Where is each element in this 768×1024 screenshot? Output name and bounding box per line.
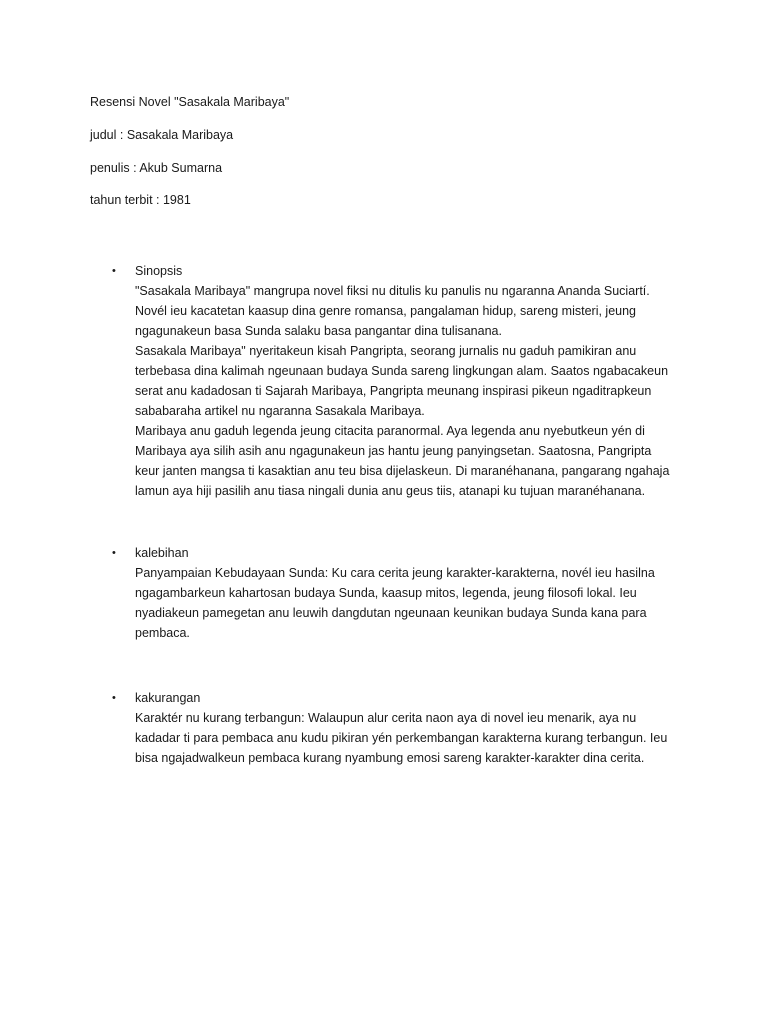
paragraph-line: kadadar ti para pembaca anu kudu pikiran yén perkembangan karakterna kurang terbangun. Ieu <box>135 731 668 745</box>
section-body <box>135 688 672 768</box>
bullet-icon: • <box>112 265 116 277</box>
paragraph-line: ngagunakeun basa Sunda salaku basa pangantar dina tulisanana. <box>135 324 502 338</box>
section-body <box>135 543 672 643</box>
paragraph-line: Karaktér nu kurang terbangun: Walaupun alur cerita naon aya di novel ieu menarik, aya nu <box>135 711 637 725</box>
section-heading: Sinopsis <box>135 264 183 278</box>
paragraph-line: Maribaya aya silih asih anu ngagunakeun jas hantu jeung panyingsetan. Saatosna, Pangripta <box>135 444 652 458</box>
paragraph-line: keur janten mangsa ti kasaktian anu teu bisa dijelaskeun. Di maranéhanana, pangarang ngahaja <box>135 464 670 478</box>
paragraph-line: lamun aya hiji pasilih anu tiasa ningali dunia anu geus tiis, atanapi ku tujuan maranéhanana. <box>135 484 646 498</box>
field-tahun-terbit: tahun terbit : 1981 <box>90 193 191 207</box>
section-sinopsis <box>112 261 672 501</box>
paragraph-line: sababaraha artikel nu ngaranna Sasakala Maribaya. <box>135 404 425 418</box>
paragraph-line: Panyampaian Kebudayaan Sunda: Ku cara cerita jeung karakter-karakterna, novél ieu hasilna <box>135 566 655 580</box>
paragraph-line: pembaca. <box>135 626 190 640</box>
section-heading: kakurangan <box>135 691 201 705</box>
section-heading: kalebihan <box>135 546 189 560</box>
field-penulis: penulis : Akub Sumarna <box>90 161 223 175</box>
paragraph-line: Novél ieu kacatetan kaasup dina genre romansa, pangalaman hidup, sareng misteri, jeung <box>135 304 637 318</box>
bullet-icon: • <box>112 692 116 704</box>
paragraph-line: nyadiakeun pamegetan anu leuwih dangdutan ngeunaan keunikan budaya Sunda kana para <box>135 606 647 620</box>
paragraph-line: serat anu kadadosan ti Sajarah Maribaya, Pangripta meunang inspirasi pikeun ngaditrapkeun <box>135 384 652 398</box>
section-kakurangan <box>112 688 672 768</box>
paragraph-line: terbebasa dina kalimah ngeunaan budaya Sunda sareng lingkungan alam. Saatos ngabacakeun <box>135 364 669 378</box>
paragraph-line: Maribaya anu gaduh legenda jeung citacita paranormal. Aya legenda anu nyebutkeun yén di <box>135 424 645 438</box>
bullet-icon: • <box>112 547 116 559</box>
field-judul: judul : Sasakala Maribaya <box>90 128 234 142</box>
section-body <box>135 261 672 501</box>
paragraph-line: Sasakala Maribaya" nyeritakeun kisah Pangripta, seorang jurnalis nu gaduh pamikiran anu <box>135 344 637 358</box>
paragraph-line: bisa ngajadwalkeun pembaca kurang nyambung emosi sareng karakter-karakter dina cerita. <box>135 751 645 765</box>
document-title: Resensi Novel "Sasakala Maribaya" <box>90 95 290 109</box>
section-kalebihan <box>112 543 672 643</box>
paragraph-line: ngagambarkeun kahartosan budaya Sunda, kaasup mitos, legenda, jeung filosofi lokal. Ieu <box>135 586 637 600</box>
paragraph-line: "Sasakala Maribaya" mangrupa novel fiksi nu ditulis ku panulis nu ngaranna Ananda Suciartí. <box>135 284 650 298</box>
